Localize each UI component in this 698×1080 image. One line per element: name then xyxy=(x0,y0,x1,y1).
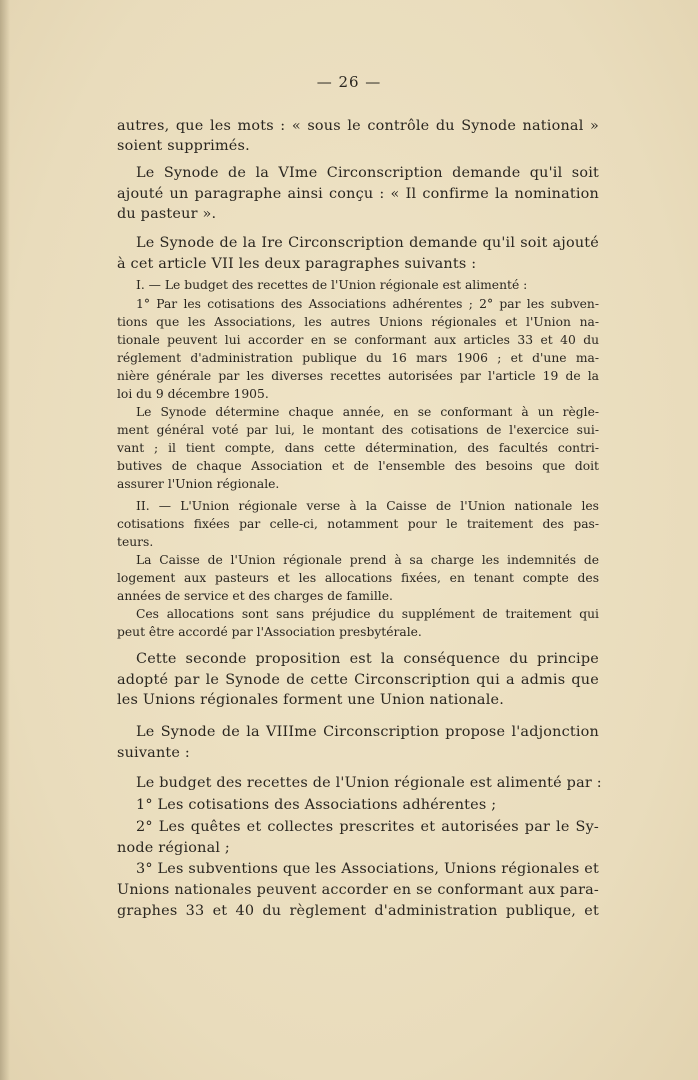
text-line: réglement d'administration publique du 16 mars 1906 ; et d'une ma- xyxy=(117,351,599,365)
page-binding-shadow xyxy=(0,0,10,1080)
text-line: adopté par le Synode de cette Circonscription qui a admis que xyxy=(117,672,599,688)
text-line: Ces allocations sont sans préjudice du supplément de traitement qui xyxy=(136,607,599,621)
text-line: à cet article VII les deux paragraphes suivants : xyxy=(117,256,477,272)
text-line: ajouté un paragraphe ainsi conçu : « Il confirme la nomination xyxy=(117,186,599,202)
text-line: Cette seconde proposition est la conséquence du principe xyxy=(136,651,599,667)
text-line: soient supprimés. xyxy=(117,138,250,154)
text-line: du pasteur ». xyxy=(117,206,217,222)
text-line: Le Synode de la VIme Circonscription demande qu'il soit xyxy=(136,165,599,181)
text-line: autres, que les mots : « sous le contrôle du Synode national » xyxy=(117,118,599,134)
text-line: butives de chaque Association et de l'ensemble des besoins que doit xyxy=(117,459,599,473)
text-line: 1° Les cotisations des Associations adhérentes ; xyxy=(136,797,497,813)
text-line: Le Synode de la VIIIme Circonscription propose l'adjonction xyxy=(136,724,599,740)
text-line: 1° Par les cotisations des Associations adhérentes ; 2° par les subven- xyxy=(136,297,599,311)
text-line: Le Synode de la Ire Circonscription demande qu'il soit ajouté xyxy=(136,235,599,251)
text-line: node régional ; xyxy=(117,840,230,856)
text-line: graphes 33 et 40 du règlement d'administration publique, et xyxy=(117,903,599,919)
text-line: Le Synode détermine chaque année, en se conformant à un règle- xyxy=(136,405,599,419)
text-line: assurer l'Union régionale. xyxy=(117,477,280,491)
text-line: Le budget des recettes de l'Union régionale est alimenté par : xyxy=(136,775,602,791)
text-line: années de service et des charges de famille. xyxy=(117,589,393,603)
text-line: ment général voté par lui, le montant des cotisations de l'exercice sui- xyxy=(117,423,599,437)
text-line: suivante : xyxy=(117,745,190,761)
text-line: teurs. xyxy=(117,535,154,549)
text-line: cotisations fixées par celle-ci, notamment pour le traitement des pas- xyxy=(117,517,599,531)
text-line: peut être accordé par l'Association presbytérale. xyxy=(117,625,422,639)
text-line: I. — Le budget des recettes de l'Union régionale est alimenté : xyxy=(136,278,528,292)
text-line: La Caisse de l'Union régionale prend à sa charge les indemnités de xyxy=(136,553,599,567)
text-line: vant ; il tient compte, dans cette détermination, des facultés contri- xyxy=(117,441,599,455)
text-line: tionale peuvent lui accorder en se conformant aux articles 33 et 40 du xyxy=(117,333,599,347)
text-line: II. — L'Union régionale verse à la Caisse de l'Union nationale les xyxy=(136,499,599,513)
text-line: loi du 9 décembre 1905. xyxy=(117,387,269,401)
page-number: — 26 — xyxy=(316,73,382,91)
text-line: nière générale par les diverses recettes autorisées par l'article 19 de la xyxy=(117,369,599,383)
text-line: 3° Les subventions que les Associations, Unions régionales et xyxy=(136,861,599,877)
text-line: 2° Les quêtes et collectes prescrites et autorisées par le Sy- xyxy=(136,819,599,835)
text-line: tions que les Associations, les autres Unions régionales et l'Union na- xyxy=(117,315,599,329)
text-line: logement aux pasteurs et les allocations fixées, en tenant compte des xyxy=(117,571,599,585)
text-line: les Unions régionales forment une Union nationale. xyxy=(117,692,504,708)
text-line: Unions nationales peuvent accorder en se conformant aux para- xyxy=(117,882,599,898)
